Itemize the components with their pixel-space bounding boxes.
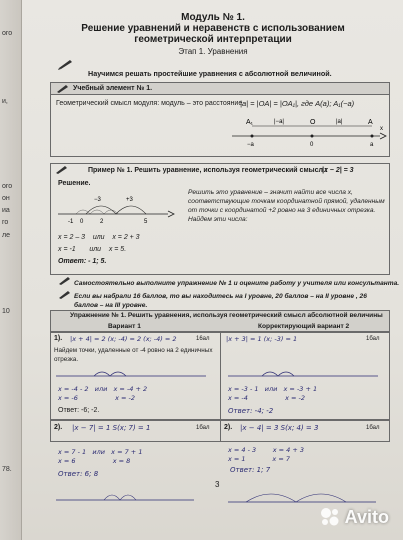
row-2-right-points: 1бал xyxy=(366,425,380,431)
left-page-edge xyxy=(0,0,22,540)
row-2-left-equation: |x − 7| = 1 S(x; 7) = 1 xyxy=(72,424,151,432)
row-1-right-equation: |x + 3| = 1 (x; -3) = 1 xyxy=(226,335,298,343)
row-1-left-equation: |x + 4| = 2 (x; -4) = 2 (x; -4) = 2 xyxy=(70,335,177,343)
row-1-left-number-line xyxy=(54,366,214,384)
row-2-right-number: 2). xyxy=(224,424,233,431)
pen-icon xyxy=(58,58,74,70)
study-text: Геометрический смысл модуля: модуль – это расстояние xyxy=(56,100,243,107)
row-2-left-work: x = 6 x = 8 xyxy=(58,457,131,465)
margin-fragment: ого xyxy=(2,30,13,37)
exercise-head: Упражнение № 1. Решить уравнения, используя геометрический смысл абсолютной величины xyxy=(70,312,383,319)
pen-icon xyxy=(55,165,69,175)
avito-watermark xyxy=(319,506,389,528)
row-1-right-work: x = -3 - 1 или x = -3 + 1 xyxy=(228,385,318,393)
variant-1-title: Вариант 1 xyxy=(108,323,141,330)
page-header xyxy=(38,12,388,56)
tick-label: 0 xyxy=(80,219,84,225)
watermark-text: Avito xyxy=(344,506,389,527)
row-1-left-work: x = -4 - 2 или x = -4 + 2 xyxy=(58,385,148,393)
margin-fragment: ле xyxy=(2,232,10,239)
number-line-figure xyxy=(230,112,390,156)
row-1-right-answer: Ответ: -4; -2 xyxy=(228,407,274,415)
tick-a: a xyxy=(370,142,374,148)
margin-fragment: ого xyxy=(2,183,13,190)
title-line-2: геометрической интерпретации xyxy=(134,34,292,45)
row-1-left-work: x = -6 x = -2 xyxy=(58,394,136,402)
title-line-1: Решение уравнений и неравенств с использованием xyxy=(81,23,345,34)
pen-icon xyxy=(58,276,72,286)
margin-fragment: го xyxy=(2,219,9,226)
solution-line-1: x = 2 – 3 или x = 2 + 3 xyxy=(58,234,140,241)
row-2-right-work: x = 4 - 3 x = 4 + 3 xyxy=(228,446,304,454)
row-1-right-points: 1бал xyxy=(366,336,380,342)
example-answer: Ответ: - 1; 5. xyxy=(58,258,107,265)
row-1-right-number-line xyxy=(226,366,386,384)
tick-label: 5 xyxy=(144,219,148,225)
study-element-head: Учебный элемент № 1. xyxy=(51,83,389,95)
label-abs-a: |a| xyxy=(336,119,343,125)
tick-label: 2 xyxy=(100,219,104,225)
row-2-left-work: x = 7 - 1 или x = 7 + 1 xyxy=(58,448,143,456)
row-1-instruction: Найдем точки, удаленные от -4 ровно на 2 единичных отрезка. xyxy=(54,347,213,363)
row-1-left-points: 16ал xyxy=(196,336,210,342)
intro-text: Научимся решать простейшие уравнения с абсолютной величиной. xyxy=(88,69,332,78)
pen-icon xyxy=(56,84,70,94)
row-1-number: 1). xyxy=(54,335,63,342)
pen-icon xyxy=(58,290,72,300)
row-2-left-number-line xyxy=(54,486,204,510)
example-number-line xyxy=(56,192,176,232)
row-2-right-work: x = 1 x = 7 xyxy=(228,455,290,463)
solution-label: Решение. xyxy=(58,180,91,187)
label-a: A xyxy=(368,119,373,126)
tick-zero: 0 xyxy=(310,142,314,148)
row-2-right-equation: |x − 4| = 3 S(x; 4) = 3 xyxy=(240,424,319,432)
task-note-2: Если вы набрали 16 баллов, то вы находитесь на I уровне, 20 баллов – на II уровне , 26 баллов – на III уровне. xyxy=(74,293,367,309)
task-note-1: Самостоятельно выполните упражнение № 1 и оцените работу у учителя или консультанта. xyxy=(74,280,400,287)
margin-fragment: иа xyxy=(2,207,10,214)
row-1-left-answer: Ответ: -6; -2. xyxy=(58,407,100,414)
row-2-number: 2). xyxy=(54,424,63,431)
tick-label: -1 xyxy=(68,219,74,225)
label-a1: A₁ xyxy=(246,119,254,126)
margin-fragment: 10 xyxy=(2,308,10,315)
avito-logo-icon xyxy=(319,506,341,528)
tick-minus-a: −a xyxy=(247,142,254,148)
label-abs-minus-a: |−a| xyxy=(274,119,284,125)
margin-fragment: он xyxy=(2,195,10,202)
arc-label: −3 xyxy=(94,197,101,203)
row-2-right-answer: Ответ: 1; 7 xyxy=(230,466,271,474)
example-head: Пример № 1. Решить уравнение, используя геометрический смысл : xyxy=(88,167,328,174)
stage-title: Этап 1. Уравнения xyxy=(178,47,248,56)
row-2-left-points: 1бал xyxy=(196,425,210,431)
label-o: O xyxy=(310,119,316,126)
margin-fragment: 78. xyxy=(2,466,12,473)
module-title: Модуль № 1. xyxy=(181,12,245,23)
page-number: 3 xyxy=(215,480,220,489)
example-equation: |x − 2| = 3 xyxy=(322,167,354,174)
solution-line-2: x = -1 или x = 5. xyxy=(58,246,127,253)
variant-2-title: Корректирующий вариант 2 xyxy=(258,323,350,330)
margin-fragment: и, xyxy=(2,98,8,105)
study-formula: |a| = |OA| = |OA₁|, где A(a); A₁(−a) xyxy=(240,99,355,108)
row-2-left-answer: Ответ: 6; 8 xyxy=(58,470,99,478)
arc-label: +3 xyxy=(126,197,133,203)
row-1-right-work: x = -4 x = -2 xyxy=(228,394,306,402)
axis-x: x xyxy=(380,126,383,132)
example-description: Решить это уравнение – значит найти все числа x, соответствующие точкам координатной прямой, удаленным от точки с координатой +2 ровно на 3 единичных отрезка. Найдем эти числа: xyxy=(188,189,385,223)
